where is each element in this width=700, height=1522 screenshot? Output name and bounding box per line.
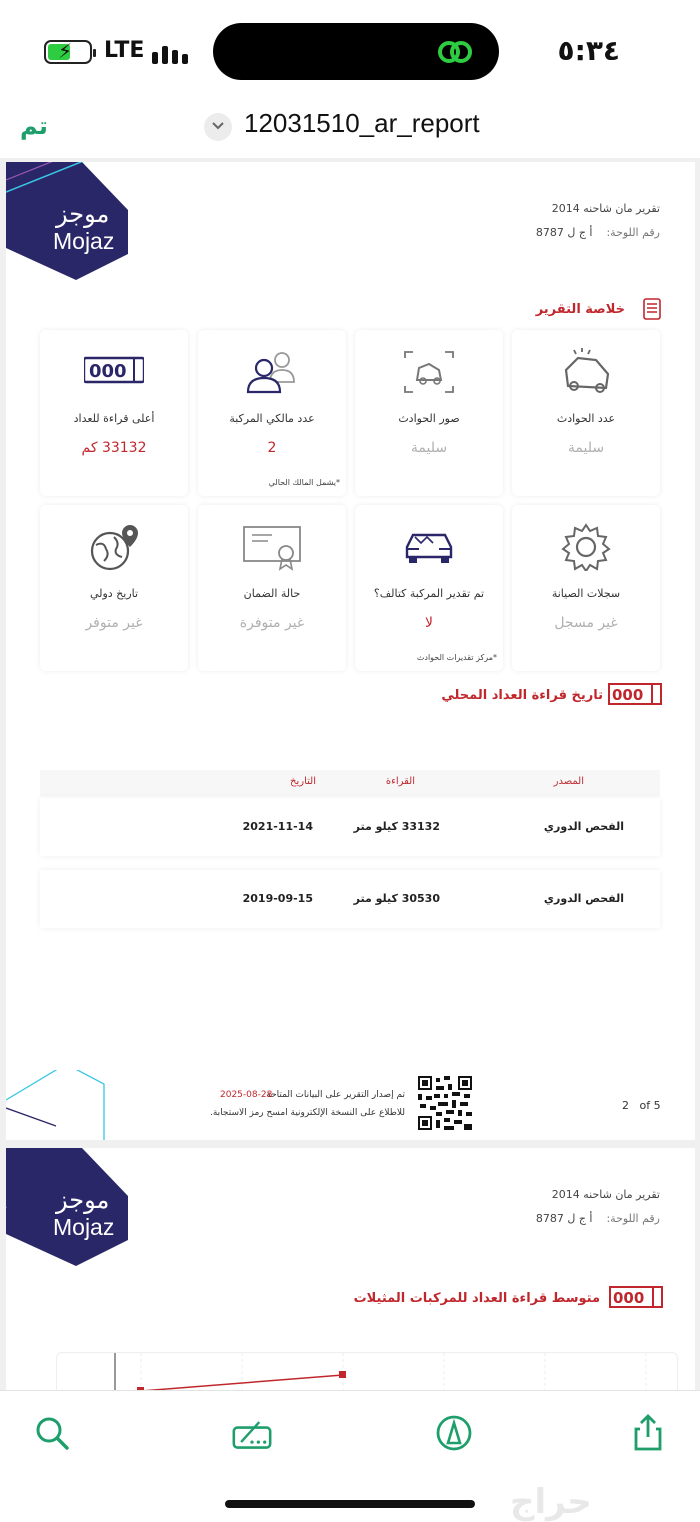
report-page-3 (6, 1148, 695, 1390)
odometer-icon (608, 683, 662, 705)
search-icon[interactable] (32, 1413, 72, 1453)
logo-text-ar: موجز (56, 1186, 110, 1214)
card-note: *مركز تقديرات الحوادث (416, 653, 497, 662)
card-label: تاريخ دولي (89, 587, 139, 600)
row-source: الفحص الدوري (543, 820, 624, 833)
battery-charging-icon: ⚡ (44, 40, 92, 64)
header-date: التاريخ (290, 776, 316, 787)
title-menu-chevron-icon[interactable] (204, 113, 232, 141)
document-title[interactable]: 12031510_ar_report (244, 108, 480, 138)
crashed-car-icon (556, 348, 616, 396)
odometer-digits: 000 (612, 686, 644, 704)
card-value: غير متوفر (85, 615, 143, 631)
warranty-certificate-icon (242, 523, 302, 571)
share-icon[interactable] (628, 1413, 668, 1453)
document-viewer[interactable] (0, 158, 700, 1390)
accident-photo-icon (399, 348, 459, 396)
card-note: *يشمل المالك الحالي (268, 478, 340, 487)
row-date: 2019-09-15 (242, 892, 313, 905)
card-owners-count (198, 330, 346, 496)
similar-vehicles-odometer-title: متوسط قراءة العداد للمركبات المثيلات (353, 1291, 600, 1306)
average-odometer-chart (56, 1352, 678, 1390)
link-icon (437, 37, 473, 67)
plate-label: رقم اللوحة: (606, 1212, 660, 1225)
plate-value: أ ج ل 8787 (535, 1212, 593, 1225)
page-number (622, 1099, 661, 1112)
card-label: حالة الضمان (243, 587, 301, 600)
card-total-loss (355, 505, 503, 671)
card-value: 33132 كم (81, 440, 147, 456)
globe-location-icon (84, 523, 144, 571)
dynamic-island (213, 23, 499, 80)
clock: ٥:٣٤ (557, 34, 620, 67)
gear-icon (556, 523, 616, 571)
card-value: سليمة (410, 440, 448, 456)
plate-row (536, 1212, 660, 1225)
table-row (40, 870, 660, 928)
qr-code[interactable] (418, 1076, 472, 1130)
odometer-icon (84, 348, 144, 396)
card-label: صور الحوادث (398, 412, 460, 425)
keyboard-pen-icon[interactable] (232, 1413, 272, 1453)
card-highest-odometer (40, 330, 188, 496)
card-warranty-status (198, 505, 346, 671)
row-source: الفحص الدوري (543, 892, 624, 905)
card-label: عدد مالكي المركبة (229, 412, 315, 425)
vehicle-title: تقرير مان شاحنه 2014 (551, 1188, 660, 1201)
plate-row (536, 226, 660, 239)
footer-scan-text: للاطلاع على النسخة الإلكترونية امسح رمز الاستجابة. (210, 1108, 405, 1118)
card-accident-photos (355, 330, 503, 496)
footer-issued-text: تم إصدار التقرير على البيانات المتاحة (266, 1090, 405, 1100)
card-value: غير متوفرة (239, 615, 305, 631)
data-point (339, 1371, 346, 1378)
row-reading: 33132 كيلو متر (353, 820, 440, 833)
summary-title: خلاصة التقرير (535, 302, 625, 317)
vehicle-title: تقرير مان شاحنه 2014 (551, 202, 660, 215)
page-current: 2 (622, 1099, 629, 1112)
odometer-icon (609, 1286, 663, 1308)
odometer-digits: 000 (613, 1289, 645, 1307)
owners-icon (242, 348, 302, 396)
header-reading: القراءة (385, 776, 415, 787)
logo-text-ar: موجز (56, 200, 110, 228)
card-label: عدد الحوادث (556, 412, 616, 425)
markup-pen-icon[interactable] (434, 1413, 474, 1453)
table-header (40, 770, 660, 796)
row-reading: 30530 كيلو متر (353, 892, 440, 905)
report-summary-icon (643, 298, 661, 320)
table-row (40, 798, 660, 856)
card-accidents-count (512, 330, 660, 496)
card-international-history (40, 505, 188, 671)
signal-bars-icon (152, 40, 192, 64)
damaged-car-icon (399, 523, 459, 571)
row-date: 2021-11-14 (242, 820, 313, 833)
card-value: سليمة (567, 440, 605, 456)
card-label: سجلات الصيانة (551, 587, 621, 600)
card-maintenance-records (512, 505, 660, 671)
logo-text-en: Mojaz (53, 1214, 115, 1240)
footer-issued-date: 2025-08-28 (220, 1090, 273, 1100)
card-value: غير مسجل (554, 615, 618, 631)
decorative-hexagon (6, 1070, 116, 1140)
plate-label: رقم اللوحة: (606, 226, 660, 239)
card-label: أعلى قراءة للعداد (73, 412, 155, 425)
done-button[interactable]: تم (20, 112, 48, 140)
home-indicator[interactable] (225, 1500, 475, 1508)
logo-text-en: Mojaz (53, 228, 115, 254)
report-page-2 (6, 162, 695, 1140)
network-type: LTE (104, 38, 145, 63)
card-value: لا (425, 615, 433, 631)
watermark: حراج (510, 1482, 592, 1522)
status-bar (0, 0, 700, 100)
page-total: of 5 (639, 1099, 661, 1112)
plate-value: أ ج ل 8787 (535, 226, 593, 239)
odometer-history-title: تاريخ قراءة العداد المحلي (441, 688, 603, 703)
card-label: تم تقدير المركبة كتالف؟ (373, 587, 485, 600)
card-value: 2 (267, 440, 277, 456)
header-source: المصدر (553, 776, 584, 787)
odometer-digits: 000 (89, 361, 127, 382)
